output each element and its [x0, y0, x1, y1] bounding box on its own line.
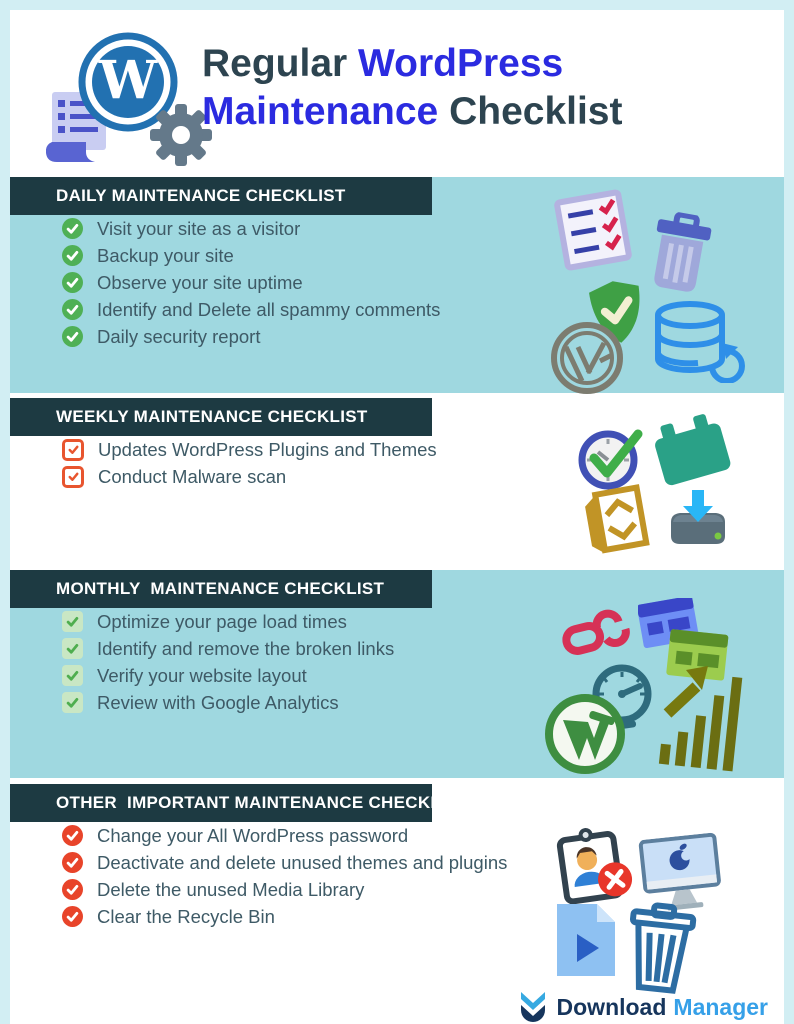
- list-item: [62, 849, 784, 876]
- section-other: [10, 784, 784, 1024]
- section-daily: [10, 177, 784, 393]
- check-icon: [62, 692, 83, 713]
- item-label: Daily security report: [97, 325, 261, 347]
- header: [10, 10, 784, 177]
- list-item: [62, 635, 784, 662]
- check-icon: [62, 439, 84, 461]
- page-title: [202, 40, 622, 135]
- image-update-icon: [574, 481, 653, 562]
- section-other-heading: OTHER IMPORTANT MAINTENANCE CHECKLIST: [10, 784, 432, 822]
- list-item: [62, 242, 784, 269]
- drive-download-icon: [665, 488, 731, 550]
- list-item: [62, 822, 784, 849]
- item-label: Delete the unused Media Library: [97, 878, 365, 900]
- list-item: [62, 903, 784, 930]
- item-label: Visit your site as a visitor: [97, 217, 301, 239]
- page-body: [10, 10, 784, 1020]
- item-label: Conduct Malware scan: [98, 465, 287, 487]
- section-monthly: [10, 570, 784, 778]
- brand-download: Download: [556, 993, 667, 1020]
- other-checklist: [10, 822, 784, 930]
- title-wordpress: WordPress: [358, 42, 564, 85]
- item-label: Change your All WordPress password: [97, 824, 409, 846]
- item-label: Optimize your page load times: [97, 610, 347, 632]
- list-item: [62, 463, 784, 490]
- check-icon: [62, 611, 83, 632]
- title-regular: Regular: [202, 42, 359, 85]
- check-icon: [62, 218, 83, 239]
- check-icon: [62, 638, 83, 659]
- section-weekly-heading: WEEKLY MAINTENANCE CHECKLIST: [10, 398, 432, 436]
- item-label: Verify your website layout: [97, 664, 307, 686]
- brand-footer: [517, 990, 768, 1024]
- check-icon: [62, 299, 83, 320]
- logo-cluster: [46, 32, 206, 164]
- item-label: Observe your site uptime: [97, 271, 303, 293]
- list-item: [62, 876, 784, 903]
- daily-checklist: [10, 215, 784, 350]
- list-item: [62, 689, 784, 716]
- check-icon: [62, 852, 83, 873]
- check-icon: [62, 825, 83, 846]
- section-daily-heading: DAILY MAINTENANCE CHECKLIST: [10, 177, 432, 215]
- item-label: Review with Google Analytics: [97, 691, 339, 713]
- check-icon: [62, 466, 84, 488]
- check-icon: [62, 906, 83, 927]
- check-icon: [62, 245, 83, 266]
- item-label: Identify and Delete all spammy comments: [97, 298, 441, 320]
- list-item: [62, 269, 784, 296]
- monthly-checklist: [10, 608, 784, 716]
- check-icon: [62, 879, 83, 900]
- item-label: Backup your site: [97, 244, 234, 266]
- title-checklist: Checklist: [449, 89, 623, 133]
- check-icon: [62, 326, 83, 347]
- list-item: [62, 608, 784, 635]
- item-label: Updates WordPress Plugins and Themes: [98, 438, 437, 460]
- item-label: Identify and remove the broken links: [97, 637, 395, 659]
- list-item: [62, 215, 784, 242]
- list-item: [62, 323, 784, 350]
- item-label: Clear the Recycle Bin: [97, 905, 275, 927]
- list-item: [62, 436, 784, 463]
- double-chevron-down-icon: [517, 990, 549, 1024]
- section-monthly-heading: MONTHLY MAINTENANCE CHECKLIST: [10, 570, 432, 608]
- check-icon: [62, 272, 83, 293]
- section-weekly: [10, 398, 784, 565]
- item-label: Deactivate and delete unused themes and plugins: [97, 851, 508, 873]
- svg-text:W: W: [98, 50, 158, 111]
- weekly-checklist: [10, 436, 784, 490]
- list-item: [62, 296, 784, 323]
- brand-manager: Manager: [673, 993, 768, 1020]
- check-icon: [62, 665, 83, 686]
- title-maintenance: Maintenance: [202, 89, 450, 133]
- list-item: [62, 662, 784, 689]
